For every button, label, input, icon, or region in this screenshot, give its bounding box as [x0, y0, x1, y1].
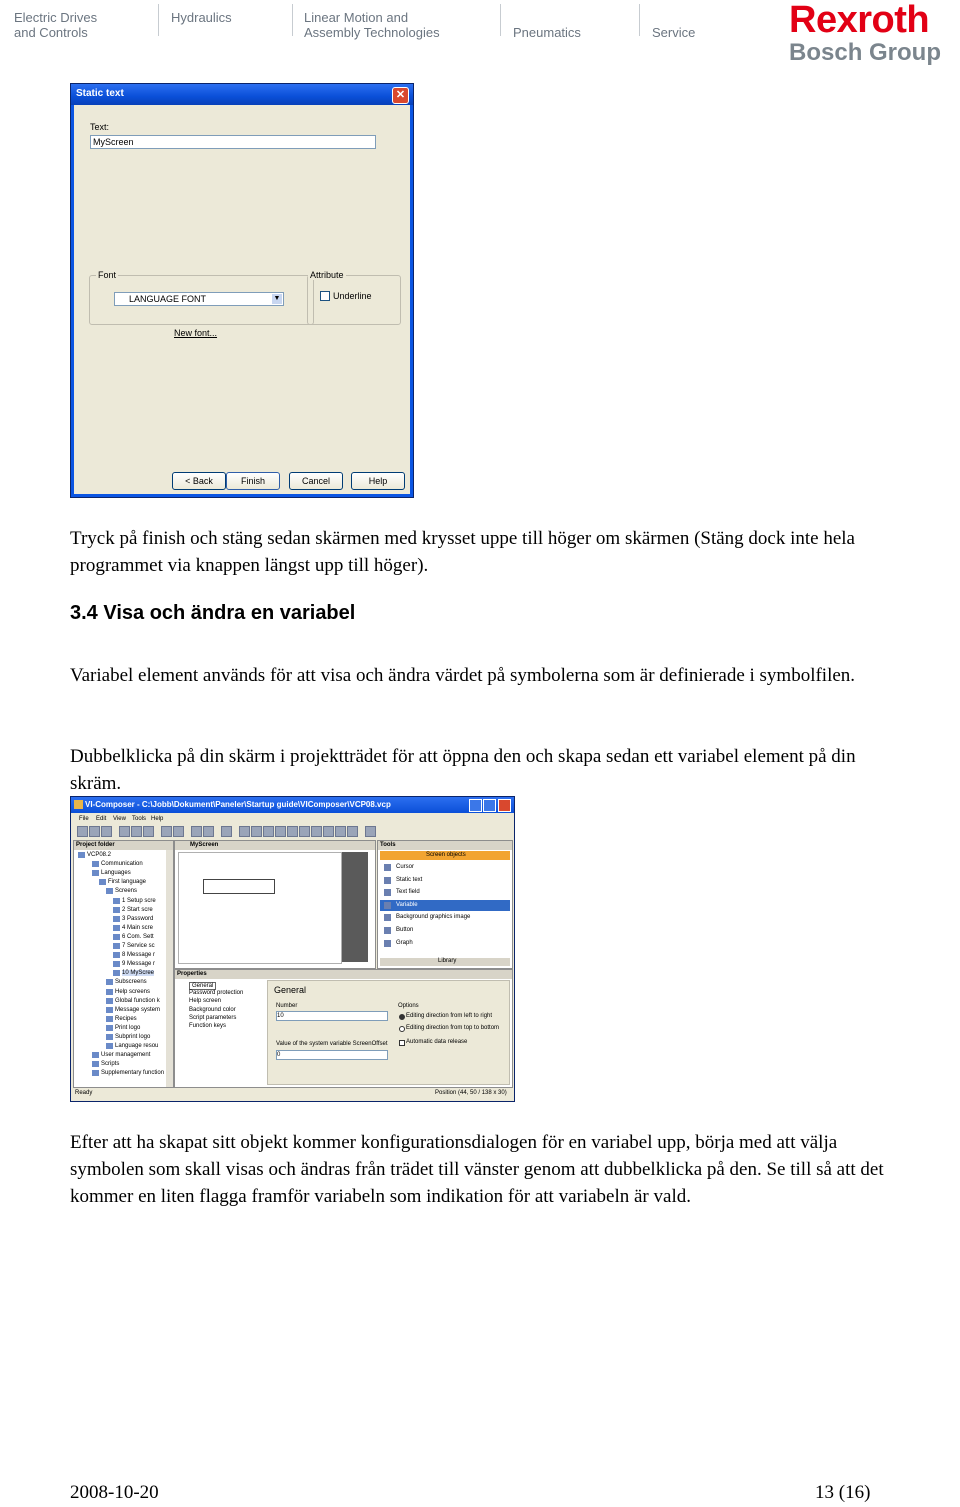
undo-icon[interactable]: [161, 826, 172, 837]
build-icon[interactable]: [239, 826, 250, 837]
number-label: Number: [276, 1003, 298, 1009]
tree-item-label: 4 Main scre: [122, 924, 154, 931]
menu-tools[interactable]: Tools: [132, 816, 147, 822]
nav-line: Electric Drives: [14, 10, 98, 25]
folder-icon: [92, 861, 99, 867]
tool-icon[interactable]: [287, 826, 298, 837]
nav-pneumatics[interactable]: [513, 10, 581, 40]
auto-release-checkbox[interactable]: [399, 1040, 405, 1046]
text-input[interactable]: MyScreen: [90, 135, 376, 149]
cancel-button[interactable]: Cancel: [289, 472, 343, 490]
tools-header: [378, 841, 512, 850]
folder-icon: [113, 916, 120, 922]
tree-item-label: Language resou: [115, 1043, 159, 1050]
project-folder-pane: [73, 840, 174, 1088]
object-icon: [384, 877, 391, 884]
tool-icon[interactable]: [311, 826, 322, 837]
screen-object-label: Text field: [396, 889, 420, 896]
library-bar[interactable]: [380, 958, 510, 966]
align-icon[interactable]: [191, 826, 202, 837]
app-title: VI-Composer - C:\Jobb\Dokument\Paneler\Startup guide\VIComposer\VCP08.vcp: [85, 800, 391, 809]
option-top-bottom: Editing direction from top to bottom: [406, 1025, 500, 1031]
folder-icon: [113, 961, 120, 967]
dialog-titlebar: [71, 84, 413, 105]
folder-icon: [106, 888, 113, 894]
tool-icon[interactable]: [323, 826, 334, 837]
tree-item-label: 3 Password: [122, 915, 154, 922]
tree-item-label: 1 Setup scre: [122, 897, 156, 904]
tree-item-label: Scripts: [101, 1061, 120, 1068]
screen-object-item[interactable]: [380, 900, 510, 911]
transfer-icon[interactable]: [251, 826, 262, 837]
nav-line: and Controls: [14, 25, 88, 40]
tree-item-label: Help screens: [115, 988, 151, 995]
save-icon[interactable]: [101, 826, 112, 837]
copy-icon[interactable]: [131, 826, 142, 837]
folder-icon: [99, 879, 106, 885]
minimize-icon[interactable]: [469, 799, 482, 812]
brand-logo-rexroth: Rexroth: [789, 0, 930, 41]
tree-item-label: 7 Service sc: [122, 943, 155, 949]
tool-icon[interactable]: [335, 826, 346, 837]
screen-object-label: Cursor: [396, 864, 415, 870]
tool-icon[interactable]: [365, 826, 376, 837]
screen-object-label: Graph: [396, 939, 413, 946]
tools-title: Tools: [380, 842, 396, 848]
folder-icon: [106, 1007, 113, 1013]
menu-edit[interactable]: Edit: [96, 816, 107, 822]
paragraph-doubleclick: Dubbelklicka på din skärm i projektträdet för att öppna den och skapa sedan ett variabel element på din skräm.: [70, 746, 856, 794]
status-position: Position (44, 50 / 138 x 30): [435, 1090, 507, 1096]
object-icon: [384, 940, 391, 947]
close-icon[interactable]: ✕: [392, 87, 409, 104]
static-text-dialog: [70, 83, 414, 498]
folder-icon: [106, 1025, 113, 1031]
cut-icon[interactable]: [119, 826, 130, 837]
property-item[interactable]: General: [189, 982, 216, 990]
radio-left-right[interactable]: [399, 1014, 405, 1020]
page-header: [0, 0, 960, 72]
help-button[interactable]: Help: [351, 472, 405, 490]
tool-icon[interactable]: [347, 826, 358, 837]
general-title: General: [274, 985, 307, 995]
tree-item-label: 8 Message r: [122, 952, 156, 959]
object-icon: [384, 927, 391, 934]
folder-icon: [92, 1052, 99, 1058]
screen-object-label: Static text: [396, 876, 423, 883]
screen-objects-list: [380, 862, 510, 954]
folder-icon: [106, 979, 113, 985]
properties-header: [175, 970, 512, 979]
tree-item-label: 10 MyScree: [122, 970, 155, 977]
properties-title: Properties: [177, 971, 207, 977]
tree-item-label: Global function k: [115, 997, 160, 1004]
nav-divider: [500, 4, 501, 36]
folder-icon: [106, 989, 113, 995]
folder-icon: [92, 1061, 99, 1067]
option-auto-release: Automatic data release: [406, 1039, 468, 1045]
property-item[interactable]: Background color: [189, 1006, 236, 1013]
folder-icon: [113, 934, 120, 940]
tree-item-label: Languages: [101, 870, 131, 877]
tab-myscreen[interactable]: MyScreen: [190, 842, 219, 848]
underline-label: Underline: [333, 291, 372, 301]
object-icon: [384, 889, 391, 896]
folder-icon: [113, 970, 120, 976]
tool-icon[interactable]: [299, 826, 310, 837]
text-label: Text:: [90, 122, 110, 132]
folder-icon: [106, 1016, 113, 1022]
folder-icon: [92, 870, 99, 876]
paragraph-variable: Variabel element används för att visa och ändra värdet på symbolerna som är definierade i symbolfilen.: [70, 665, 856, 686]
nav-line: Pneumatics: [513, 25, 581, 40]
app-icon: [74, 800, 83, 809]
options-label: Options: [398, 1003, 419, 1009]
paragraph-config: Efter att ha skapat sitt objekt kommer konfigurationsdialogen för en variabel upp, börja med att välja symbolen som skall visas och ändras från trädet till vänster genom att dubbelklicka på den. Se till så att det kommer en liten flagga framför variabeln som indikation för att variabeln är vald.: [70, 1132, 884, 1207]
nav-line: Hydraulics: [171, 10, 232, 25]
footer-page: 13 (16): [815, 1482, 871, 1503]
new-font-link[interactable]: New font...: [174, 328, 218, 338]
object-icon: [384, 914, 391, 921]
section-heading: 3.4 Visa och ändra en variabel: [70, 602, 356, 624]
nav-service[interactable]: [652, 10, 695, 40]
screen-objects-label: Screen objects: [426, 852, 466, 858]
nav-line: Assembly Technologies: [304, 25, 440, 40]
close-icon[interactable]: [498, 799, 511, 812]
screen-object-item[interactable]: [380, 862, 510, 873]
project-folder-header: [74, 841, 173, 850]
screen-tab-bar: [175, 841, 375, 850]
screen-object-item[interactable]: [380, 912, 510, 923]
screen-editor: [174, 840, 376, 969]
tree-item-label: Screens: [115, 888, 138, 895]
paste-icon[interactable]: [143, 826, 154, 837]
number-input[interactable]: 10: [276, 1011, 388, 1021]
nav-linear-motion[interactable]: [304, 10, 440, 40]
nav-line: Service: [652, 25, 696, 40]
folder-icon: [106, 1043, 113, 1049]
new-icon[interactable]: [77, 826, 88, 837]
font-select-value: LANGUAGE FONT: [129, 294, 207, 304]
tree-item-label: VCP08.2: [87, 852, 112, 858]
offset-input[interactable]: 0: [276, 1050, 388, 1060]
folder-icon: [113, 898, 120, 904]
underline-checkbox[interactable]: [320, 291, 330, 301]
tools-pane: [377, 840, 513, 969]
property-item[interactable]: Password protection: [189, 990, 244, 997]
open-icon[interactable]: [89, 826, 100, 837]
tree-item-label: Communication: [101, 861, 143, 868]
folder-icon: [113, 943, 120, 949]
menu-help[interactable]: Help: [151, 816, 164, 822]
folder-icon: [113, 925, 120, 931]
app-titlebar: [71, 797, 514, 813]
variable-element[interactable]: [203, 879, 275, 894]
align-icon[interactable]: [203, 826, 214, 837]
redo-icon[interactable]: [173, 826, 184, 837]
nav-spacer: [513, 10, 581, 25]
screen-object-item[interactable]: [380, 875, 510, 886]
screen-objects-bar[interactable]: [380, 851, 510, 860]
nav-divider: [158, 4, 159, 36]
tree-scrollbar[interactable]: [166, 850, 173, 1087]
tree-item-label: 9 Message r: [122, 961, 156, 968]
screen-object-label: Variable: [396, 901, 418, 908]
object-icon: [384, 864, 391, 871]
screen-object-label: Button: [396, 927, 414, 933]
tree-item-label: Message system: [115, 1006, 161, 1013]
menu-file[interactable]: File: [79, 816, 89, 822]
dialog-body: [74, 105, 410, 494]
option-left-right: Editing direction from left to right: [406, 1013, 493, 1019]
properties-list: [179, 982, 264, 1082]
nav-spacer: [652, 10, 695, 25]
offset-label: Value of the system variable ScreenOffset: [276, 1041, 388, 1047]
folder-icon: [106, 1034, 113, 1040]
object-icon: [384, 902, 391, 909]
font-select[interactable]: [114, 292, 284, 306]
properties-pane: [174, 969, 513, 1088]
tree-item-label: Print logo: [115, 1024, 141, 1031]
maximize-icon[interactable]: [483, 799, 496, 812]
tree-item-label: 2 Start scre: [122, 906, 153, 913]
folder-icon: [106, 998, 113, 1004]
tree-item-label: Supplementary function: [101, 1070, 165, 1077]
screen-object-item[interactable]: [380, 887, 510, 898]
tree-item-label: User management: [101, 1052, 151, 1059]
font-group-label: Font: [98, 270, 117, 280]
vi-composer-window: [70, 796, 515, 1102]
screen-margin: [342, 852, 368, 962]
project-tree[interactable]: [74, 851, 165, 1087]
tree-item-label: First language: [108, 879, 147, 886]
library-label: Library: [438, 958, 457, 964]
attribute-group-label: Attribute: [310, 270, 344, 280]
back-button[interactable]: < Back: [172, 472, 226, 490]
general-panel: [267, 980, 510, 1085]
chevron-down-icon[interactable]: ▼: [273, 295, 281, 302]
property-item[interactable]: Help screen: [189, 998, 222, 1005]
settings-icon[interactable]: [263, 826, 274, 837]
nav-divider: [639, 4, 640, 36]
toolbar: [75, 826, 385, 838]
folder-icon: [78, 852, 85, 858]
menu-view[interactable]: View: [113, 816, 126, 822]
screen-object-label: Background graphics image: [396, 914, 471, 921]
folder-icon: [113, 907, 120, 913]
dialog-title: Static text: [76, 88, 124, 99]
nav-hydraulics[interactable]: [171, 10, 232, 25]
tree-item-label: 6 Com. Sett: [122, 933, 154, 940]
zoom-icon[interactable]: [221, 826, 232, 837]
project-folder-title: Project folder: [76, 842, 115, 848]
finish-button[interactable]: Finish: [226, 472, 280, 490]
property-item[interactable]: Script parameters: [189, 1014, 237, 1021]
screen-canvas[interactable]: [178, 852, 342, 964]
radio-top-bottom[interactable]: [399, 1026, 405, 1032]
tree-item-label: Recipes: [115, 1015, 137, 1022]
status-ready: Ready: [75, 1090, 93, 1096]
nav-line: Linear Motion and: [304, 10, 409, 25]
nav-electric-drives[interactable]: [14, 10, 97, 40]
screen-object-item[interactable]: [380, 938, 510, 949]
tree-item-label: Subprint logo: [115, 1034, 151, 1040]
brand-logo-bosch: Bosch Group: [789, 39, 942, 66]
nav-divider: [292, 4, 293, 36]
property-item[interactable]: Function keys: [189, 1023, 227, 1029]
paragraph-finish: Tryck på finish och stäng sedan skärmen med krysset uppe till höger om skärmen (Stäng dock inte hela programmet via knappen längst upp till höger).: [70, 528, 855, 576]
folder-icon: [113, 952, 120, 958]
footer-date: 2008-10-20: [70, 1482, 159, 1503]
tree-item-label: Subscreens: [115, 979, 147, 986]
screen-object-item[interactable]: [380, 925, 510, 936]
folder-icon: [92, 1070, 99, 1076]
tool-icon[interactable]: [275, 826, 286, 837]
